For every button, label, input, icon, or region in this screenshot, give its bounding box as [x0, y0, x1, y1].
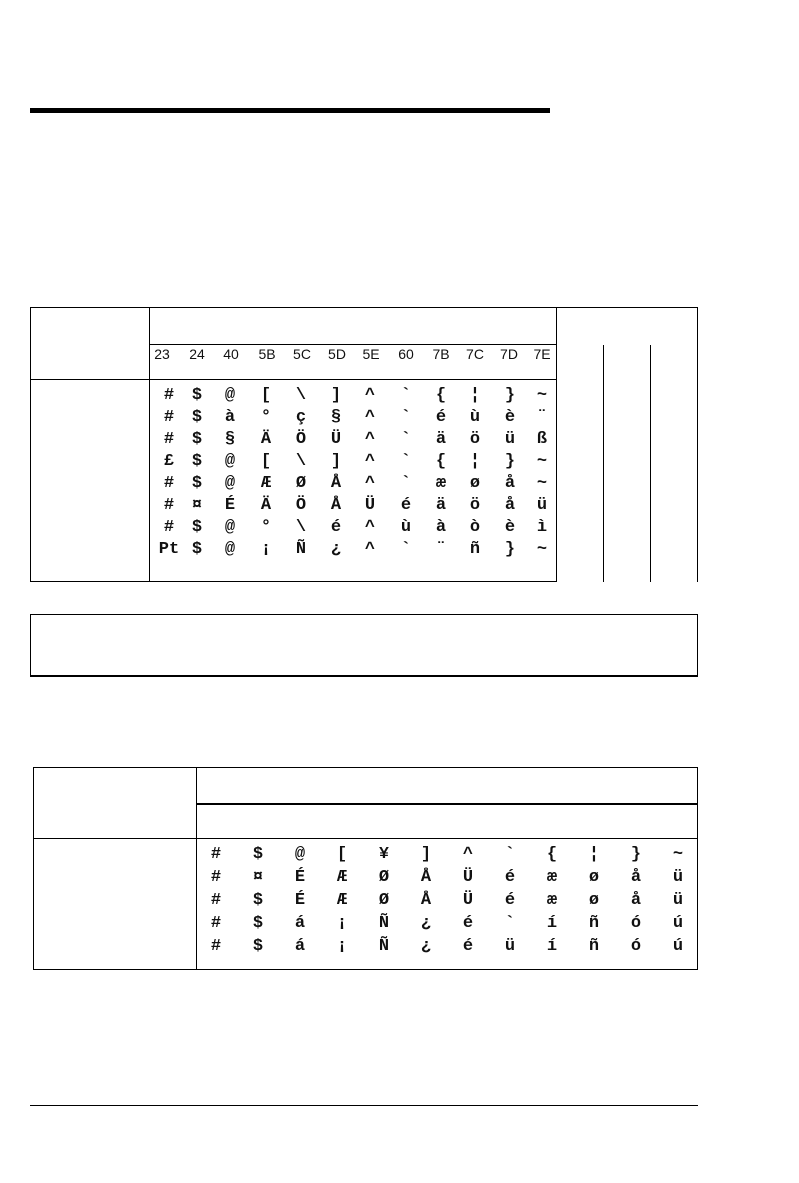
character-cell: ü [536, 496, 548, 515]
character-cell: ^ [364, 474, 376, 493]
character-cell: é [400, 496, 412, 515]
hex-code: 5E [362, 346, 380, 362]
character-cell: Ñ [295, 540, 307, 559]
table-1-right-border [697, 307, 698, 582]
character-cell: ú [672, 937, 684, 956]
character-cell: ` [400, 540, 412, 559]
character-cell: ~ [536, 452, 548, 471]
character-cell: ` [504, 845, 516, 864]
character-cell: ¡ [260, 540, 272, 559]
character-cell: Ü [462, 868, 474, 887]
character-cell: $ [191, 474, 203, 493]
character-cell: ñ [588, 914, 600, 933]
character-cell: ú [672, 914, 684, 933]
table-2-left-border [33, 767, 34, 970]
character-cell: ` [400, 452, 412, 471]
character-cell: ò [469, 518, 481, 537]
character-cell: } [504, 540, 516, 559]
character-cell: ~ [536, 540, 548, 559]
character-cell: è [504, 408, 516, 427]
table-2-top-line [33, 767, 698, 768]
character-cell: Ö [295, 430, 307, 449]
character-cell: ¿ [420, 937, 432, 956]
table-1-header-bottom-line [30, 379, 556, 380]
character-cell: ö [469, 496, 481, 515]
character-cell: ¦ [588, 845, 600, 864]
character-cell: [ [260, 452, 272, 471]
table-1-right-divider [556, 307, 557, 582]
character-cell: ¨ [536, 408, 548, 427]
character-cell: é [504, 891, 516, 910]
character-cell: # [163, 518, 175, 537]
character-cell: ` [504, 914, 516, 933]
character-cell: $ [191, 430, 203, 449]
character-cell: Ü [330, 430, 342, 449]
character-cell: ä [435, 496, 447, 515]
hex-code: 60 [398, 346, 414, 362]
character-cell: $ [252, 845, 264, 864]
character-cell: # [210, 937, 222, 956]
table-2-header-bottom-line [33, 838, 698, 839]
character-cell: ¡ [336, 937, 348, 956]
character-cell: ¨ [435, 540, 447, 559]
hex-code: 7E [533, 346, 551, 362]
character-cell: ø [588, 868, 600, 887]
character-cell: $ [252, 937, 264, 956]
character-cell: ^ [364, 430, 376, 449]
character-cell: # [210, 891, 222, 910]
character-cell: ~ [672, 845, 684, 864]
table-2-right-border [697, 767, 698, 970]
character-cell: § [330, 408, 342, 427]
character-cell: à [224, 408, 236, 427]
character-cell: æ [435, 474, 447, 493]
character-cell: ñ [588, 937, 600, 956]
character-cell: ü [504, 430, 516, 449]
character-cell: Ñ [378, 937, 390, 956]
table-1-column-divider [149, 307, 150, 582]
character-cell: ] [330, 386, 342, 405]
character-cell: ù [400, 518, 412, 537]
character-cell: é [435, 408, 447, 427]
character-cell: Ü [462, 891, 474, 910]
character-cell: Ñ [378, 914, 390, 933]
table-1-top-line [30, 307, 698, 308]
character-cell: è [504, 518, 516, 537]
character-cell: ¦ [469, 452, 481, 471]
hex-code: 5C [293, 346, 311, 362]
character-cell: ] [420, 845, 432, 864]
character-cell: é [462, 914, 474, 933]
character-cell: ^ [364, 540, 376, 559]
character-cell: æ [546, 891, 558, 910]
character-cell: ¿ [330, 540, 342, 559]
character-cell: } [504, 386, 516, 405]
character-cell: ä [435, 430, 447, 449]
character-cell: ø [588, 891, 600, 910]
top-rule [30, 108, 550, 113]
character-cell: ` [400, 408, 412, 427]
character-cell: # [210, 845, 222, 864]
character-cell: Æ [336, 868, 348, 887]
character-cell: § [224, 430, 236, 449]
character-cell: $ [191, 386, 203, 405]
character-cell: $ [191, 452, 203, 471]
hex-code: 7B [432, 346, 450, 362]
character-cell: é [462, 937, 474, 956]
character-cell: Ø [378, 868, 390, 887]
character-cell: ¥ [378, 845, 390, 864]
character-cell: { [435, 386, 447, 405]
character-cell: ^ [364, 386, 376, 405]
character-cell: Æ [336, 891, 348, 910]
character-cell: } [504, 452, 516, 471]
character-cell: @ [224, 518, 236, 537]
character-cell: } [630, 845, 642, 864]
character-cell: Å [420, 868, 432, 887]
character-cell: ó [630, 937, 642, 956]
character-cell: Ä [260, 430, 272, 449]
character-cell: @ [224, 540, 236, 559]
table-1-extra-divider-1 [603, 345, 604, 582]
character-cell: Æ [260, 474, 272, 493]
character-cell: É [294, 868, 306, 887]
character-cell: Ä [260, 496, 272, 515]
character-cell: # [163, 474, 175, 493]
character-cell: ö [469, 430, 481, 449]
character-cell: ¤ [191, 496, 203, 515]
character-cell: ` [400, 386, 412, 405]
character-cell: É [224, 496, 236, 515]
character-cell: ü [672, 891, 684, 910]
character-cell: [ [336, 845, 348, 864]
character-cell: æ [546, 868, 558, 887]
character-cell: ¤ [252, 868, 264, 887]
character-cell: à [435, 518, 447, 537]
table-2-column-divider [196, 767, 197, 970]
character-cell: ¦ [469, 386, 481, 405]
character-cell: é [504, 868, 516, 887]
character-cell: å [504, 474, 516, 493]
character-cell: @ [224, 452, 236, 471]
character-cell: ` [400, 474, 412, 493]
character-cell: ¡ [336, 914, 348, 933]
character-cell: # [163, 408, 175, 427]
character-cell: $ [191, 408, 203, 427]
character-cell: á [294, 914, 306, 933]
hex-code: 24 [189, 346, 205, 362]
character-cell: ° [260, 408, 272, 427]
character-cell: ß [536, 430, 548, 449]
hex-code: 40 [223, 346, 239, 362]
character-cell: Ö [295, 496, 307, 515]
character-cell: ù [469, 408, 481, 427]
character-cell: \ [295, 452, 307, 471]
table-1-left-border [30, 307, 31, 582]
character-cell: # [163, 386, 175, 405]
character-cell: $ [191, 518, 203, 537]
character-cell: ^ [364, 452, 376, 471]
character-cell: å [630, 891, 642, 910]
character-cell: é [330, 518, 342, 537]
character-cell: Å [420, 891, 432, 910]
character-cell: í [546, 914, 558, 933]
character-cell: { [435, 452, 447, 471]
character-cell: @ [224, 474, 236, 493]
character-cell: ü [672, 868, 684, 887]
character-cell: $ [252, 914, 264, 933]
character-cell: ø [469, 474, 481, 493]
character-cell: ì [536, 518, 548, 537]
character-cell: ~ [536, 474, 548, 493]
table-2-header-sub-line [197, 803, 698, 805]
character-cell: ° [260, 518, 272, 537]
character-cell: # [163, 430, 175, 449]
character-cell: Ø [295, 474, 307, 493]
character-cell: å [630, 868, 642, 887]
character-cell: [ [260, 386, 272, 405]
character-cell: ^ [364, 408, 376, 427]
character-cell: @ [294, 845, 306, 864]
character-cell: É [294, 891, 306, 910]
table-1-extra-divider-2 [650, 345, 651, 582]
table-1-bottom-line-mid [150, 581, 556, 582]
character-cell: ] [330, 452, 342, 471]
character-cell: \ [295, 518, 307, 537]
table-2-bottom-line [33, 969, 698, 970]
character-cell: £ [163, 452, 175, 471]
character-cell: í [546, 937, 558, 956]
character-cell: ¿ [420, 914, 432, 933]
character-cell: Ø [378, 891, 390, 910]
character-cell: ~ [536, 386, 548, 405]
note-box [30, 614, 698, 677]
character-cell: \ [295, 386, 307, 405]
character-cell: @ [224, 386, 236, 405]
character-cell: Pt [158, 540, 180, 559]
table-1-bottom-line-left [30, 581, 150, 582]
character-cell: Å [330, 474, 342, 493]
character-cell: # [210, 914, 222, 933]
character-cell: ` [400, 430, 412, 449]
hex-code: 7D [500, 346, 518, 362]
hex-code: 5B [258, 346, 276, 362]
hex-code: 7C [466, 346, 484, 362]
character-cell: $ [191, 540, 203, 559]
character-cell: ^ [364, 518, 376, 537]
character-cell: { [546, 845, 558, 864]
hex-code: 23 [154, 346, 170, 362]
character-cell: å [504, 496, 516, 515]
bottom-rule [30, 1105, 698, 1106]
character-cell: ü [504, 937, 516, 956]
character-cell: # [163, 496, 175, 515]
character-cell: $ [252, 891, 264, 910]
character-cell: ó [630, 914, 642, 933]
hex-code: 5D [328, 346, 346, 362]
character-cell: ñ [469, 540, 481, 559]
table-1-header-sub-line [150, 344, 556, 345]
character-cell: ^ [462, 845, 474, 864]
character-cell: # [210, 868, 222, 887]
character-cell: ç [295, 408, 307, 427]
character-cell: Å [330, 496, 342, 515]
character-cell: á [294, 937, 306, 956]
character-cell: Ü [364, 496, 376, 515]
